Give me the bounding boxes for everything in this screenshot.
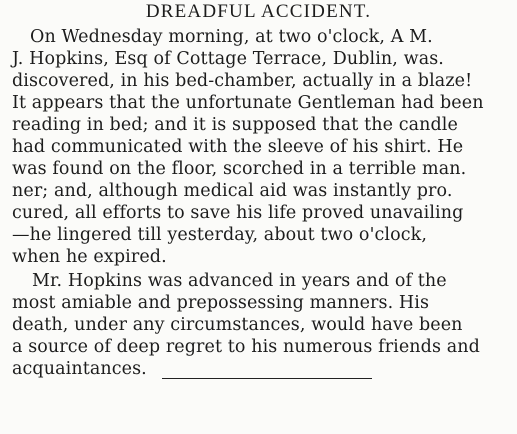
article-line: —he lingered till yesterday, about two o'clock, — [12, 225, 427, 245]
article-line: discovered, in his bed-chamber, actually in a blaze! — [12, 71, 473, 91]
article-line: was found on the floor, scorched in a terrible man. — [12, 159, 467, 179]
article-line: It appears that the unfortunate Gentleman had been — [12, 93, 484, 113]
article-line: cured, all efforts to save his life proved unavailing — [12, 203, 464, 223]
article-line: most amiable and prepossessing manners. His — [12, 293, 430, 313]
article-line: reading in bed; and it is supposed that the candle — [12, 115, 458, 135]
article-line: On Wednesday morning, at two o'clock, A M. — [30, 27, 433, 47]
article-line: Mr. Hopkins was advanced in years and of the — [32, 271, 447, 291]
article-line: J. Hopkins, Esq of Cottage Terrace, Dublin, was. — [12, 49, 444, 69]
end-rule — [162, 378, 372, 379]
article-line: a source of deep regret to his numerous friends and — [12, 337, 480, 357]
article-line: death, under any circumstances, would have been — [12, 315, 463, 335]
article-headline: DREADFUL ACCIDENT. — [145, 1, 372, 22]
article-line: when he expired. — [12, 247, 167, 267]
article-line: acquaintances. — [12, 359, 147, 379]
article-line: ner; and, although medical aid was instantly pro. — [12, 181, 453, 201]
article-line: had communicated with the sleeve of his shirt. He — [12, 137, 464, 157]
